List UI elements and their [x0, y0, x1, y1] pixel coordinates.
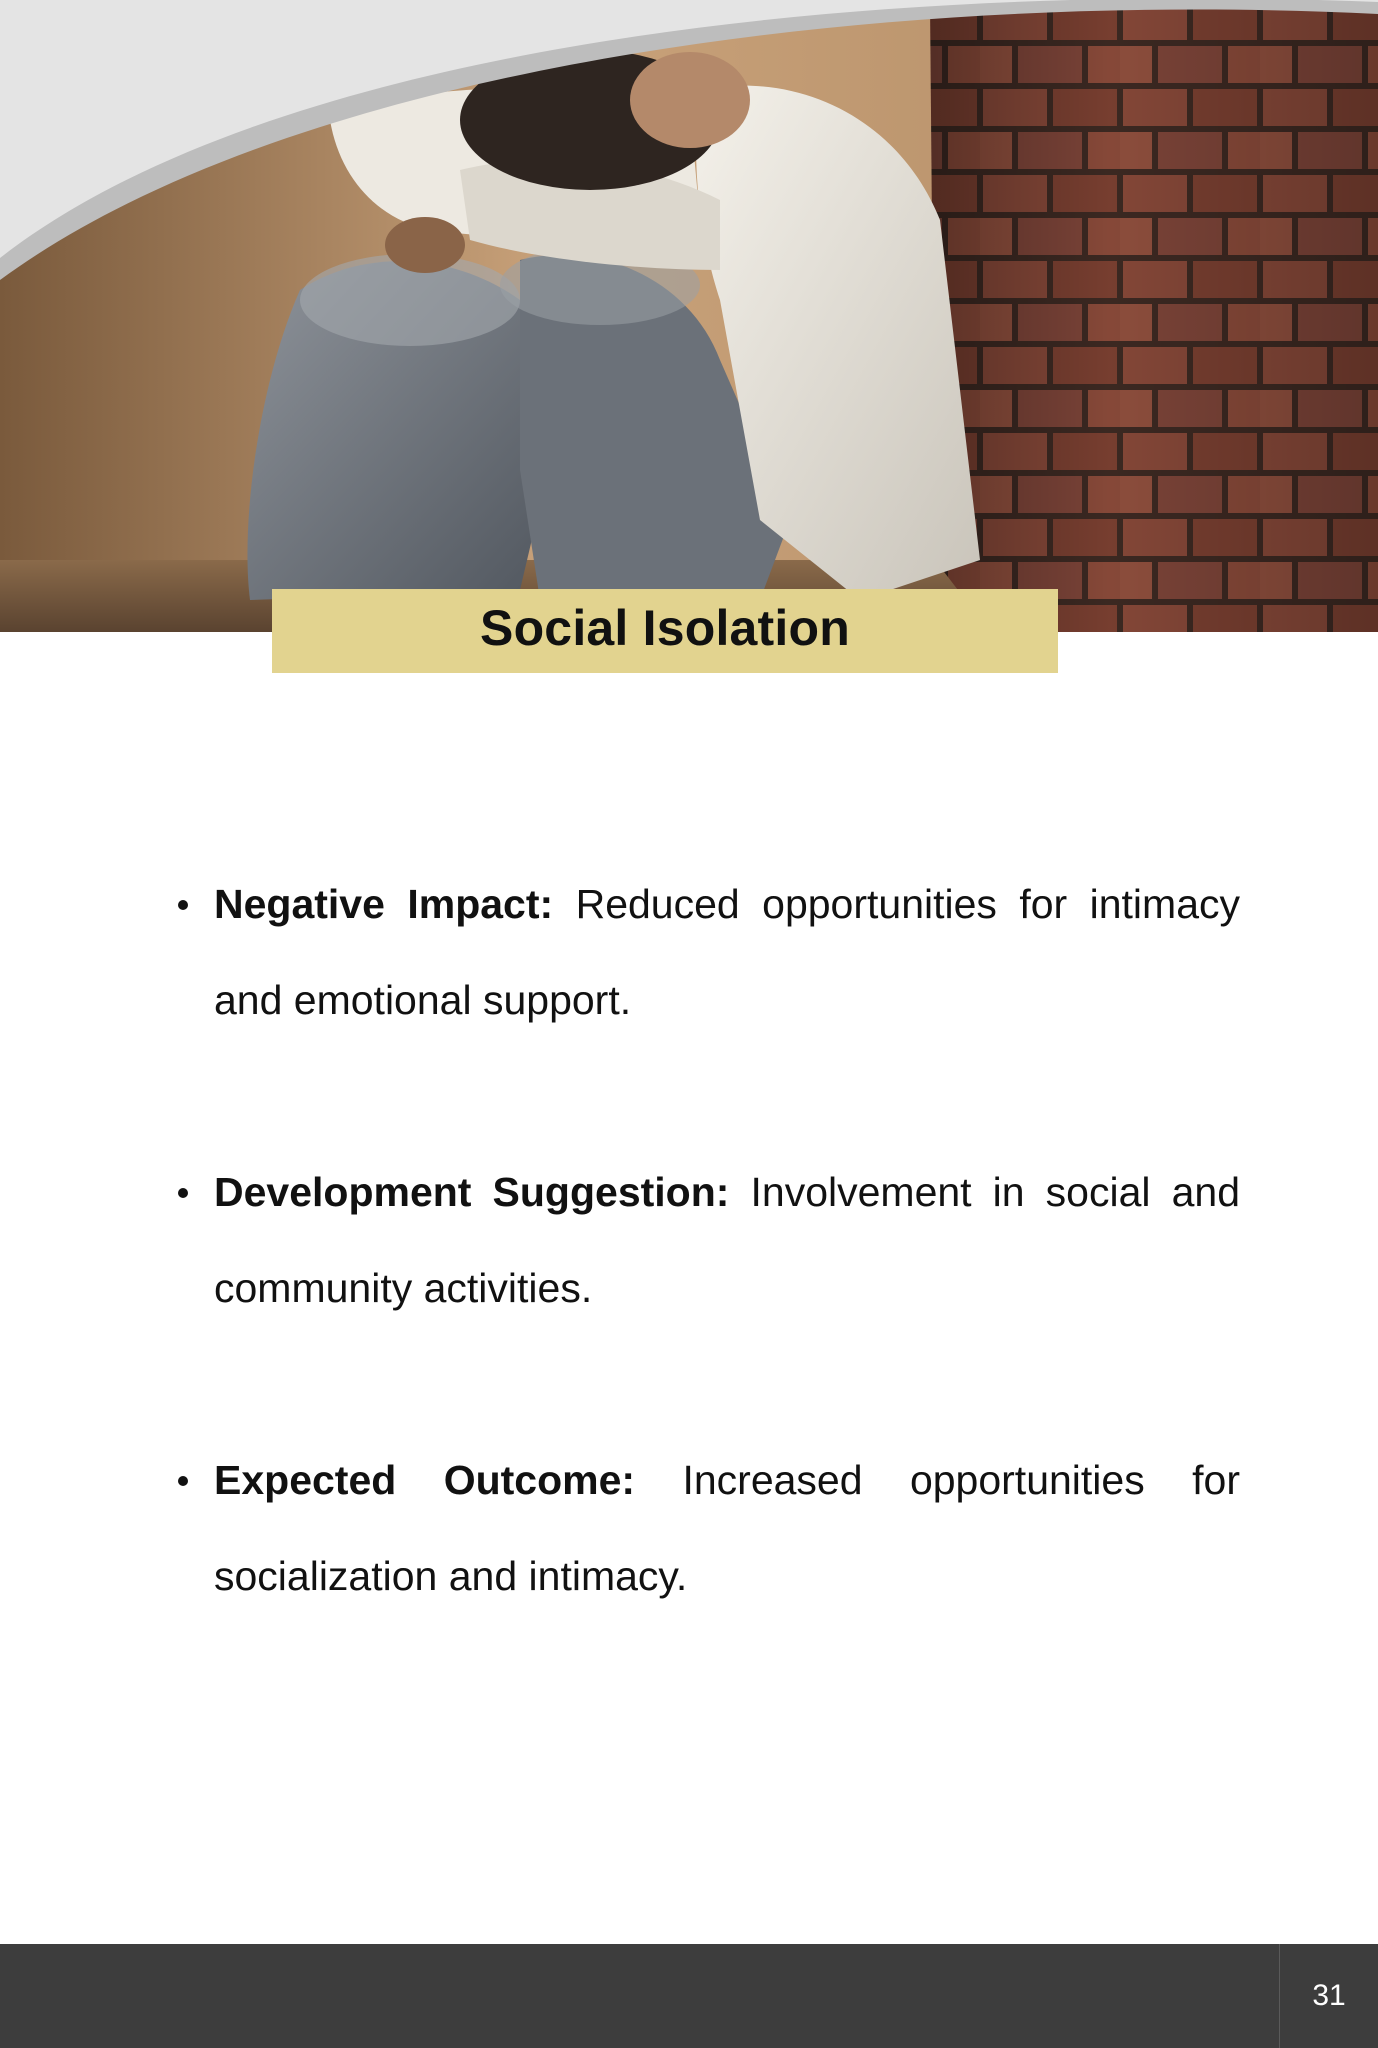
- bullet-list: [172, 856, 1240, 1720]
- list-item: [172, 1432, 1240, 1624]
- bullet-label: Expected Outcome:: [214, 1457, 636, 1503]
- bullet-text: Increased opportunities for socialization and intimacy.: [214, 1457, 1240, 1599]
- page-number: 31: [1312, 1979, 1346, 2012]
- list-item: [172, 1144, 1240, 1336]
- page-title: Social Isolation: [480, 600, 850, 656]
- hero-image: [0, 0, 1378, 632]
- list-item: [172, 856, 1240, 1048]
- title-banner: [272, 589, 1058, 673]
- bullet-text: Involvement in social and community activities.: [214, 1169, 1240, 1311]
- bullet-label: Development Suggestion:: [214, 1169, 730, 1215]
- bullet-icon: [178, 1476, 188, 1486]
- bullet-icon: [178, 900, 188, 910]
- bullet-text: Reduced opportunities for intimacy and emotional support.: [214, 881, 1240, 1023]
- bullet-icon: [178, 1188, 188, 1198]
- bullet-label: Negative Impact:: [214, 881, 554, 927]
- page-number-box: [1279, 1944, 1378, 2048]
- footer-bar: [0, 1944, 1378, 2048]
